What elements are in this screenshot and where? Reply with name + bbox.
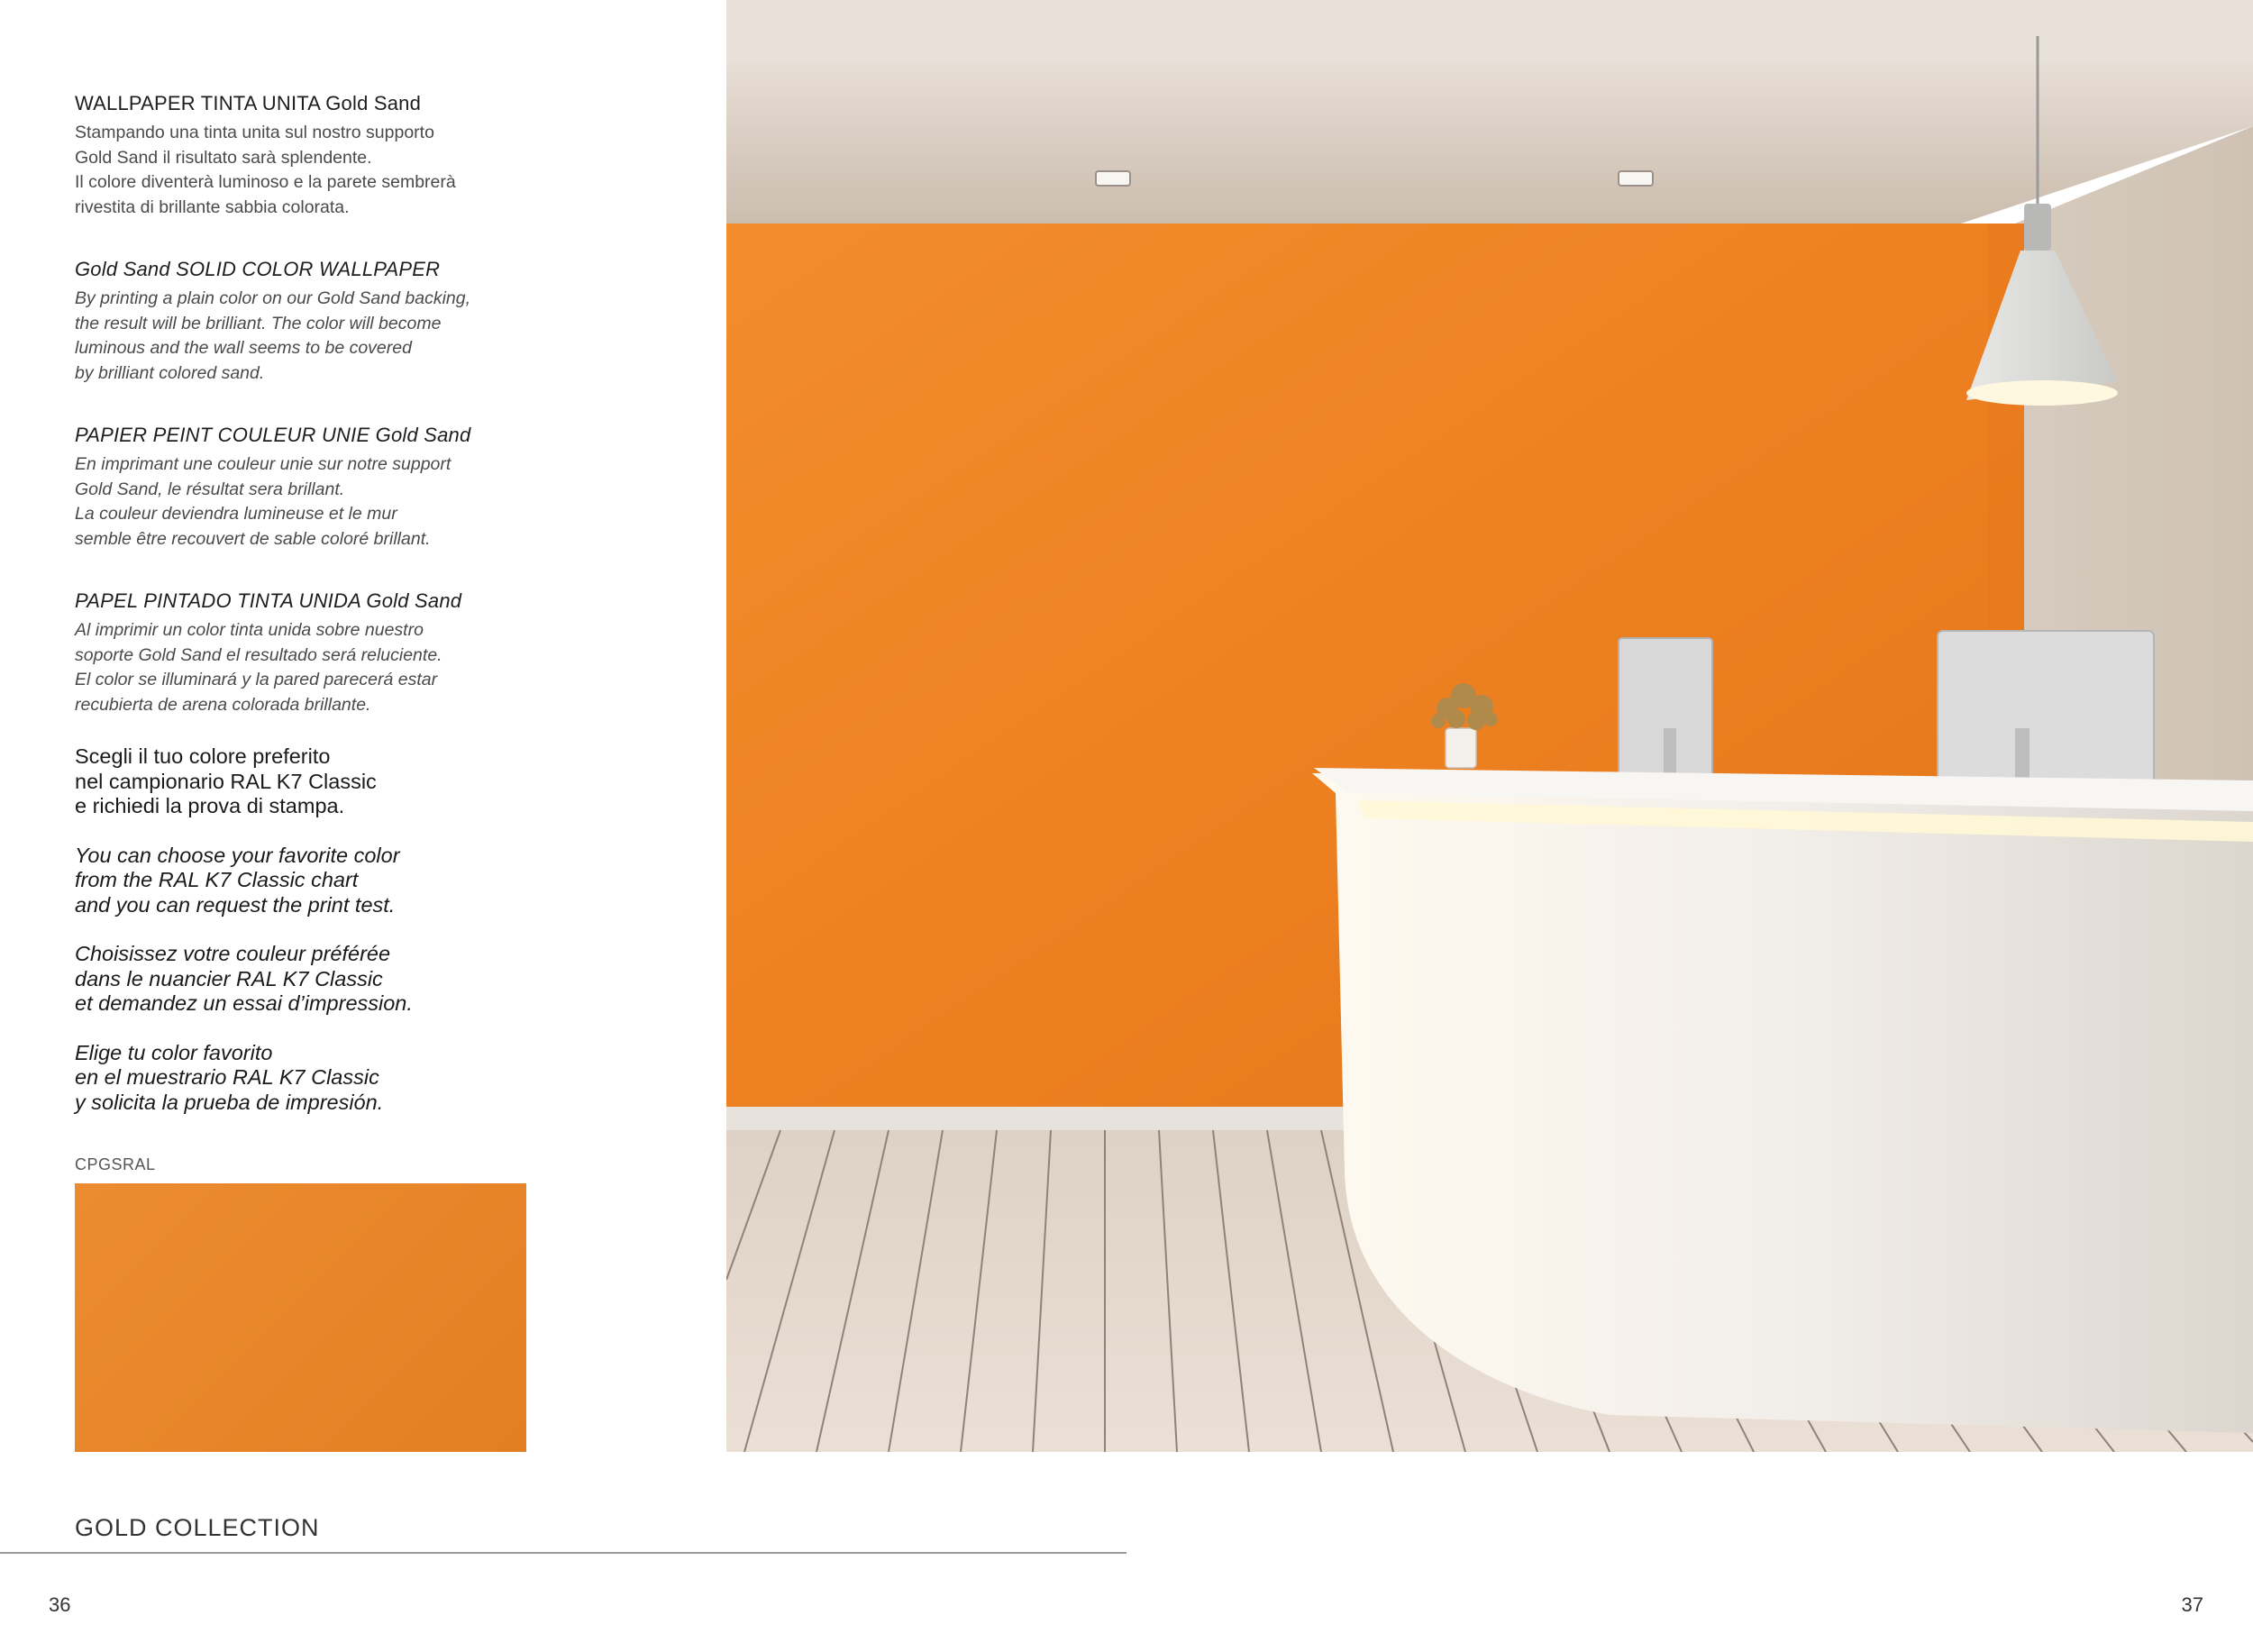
body-line: semble être recouvert de sable coloré brillant. [75, 528, 431, 549]
body-line: Gold Sand il risultato sarà splendente. [75, 147, 372, 168]
section-body [75, 618, 652, 717]
swatch-code: CPGSRAL [75, 1155, 156, 1173]
cta-french [75, 942, 652, 1017]
body-line: by brilliant colored sand. [75, 362, 265, 383]
section-french [75, 422, 652, 552]
page-number-right: 37 [2181, 1593, 2203, 1616]
body-line: Stampando una tinta unita sul nostro supporto [75, 123, 434, 142]
cta-line: nel campionario RAL K7 Classic [75, 769, 377, 793]
cta-english [75, 844, 652, 918]
body-line: the result will be brilliant. The color will become [75, 313, 442, 333]
lamp-holder [2024, 204, 2051, 251]
body-line: soporte Gold Sand el resultado será reluciente. [75, 644, 442, 665]
body-line: Al imprimir un color tinta unida sobre nuestro [75, 620, 424, 640]
cta-line: from the RAL K7 Classic chart [75, 868, 359, 891]
body-line: rivestita di brillante sabbia colorata. [75, 196, 350, 217]
body-line: luminous and the wall seems to be covered [75, 338, 412, 358]
plant-vase [1446, 728, 1476, 768]
section-english [75, 256, 652, 386]
color-selection-note [75, 744, 652, 1139]
cta-line: et demandez un essai d’impression. [75, 991, 413, 1015]
collection-title: GOLD COLLECTION [75, 1514, 320, 1541]
downlight [1619, 171, 1653, 186]
lamp-glow [1966, 380, 2118, 406]
body-line: En imprimant une couleur unie sur notre support [75, 454, 452, 474]
interior-photo [726, 0, 2253, 1452]
section-body [75, 452, 652, 552]
body-line: El color se illuminará y la pared parecerá estar [75, 670, 438, 689]
reception-desk [1312, 773, 2253, 1433]
body-line: recubierta de arena colorada brillante. [75, 694, 371, 715]
cta-line: You can choose your favorite color [75, 843, 400, 867]
color-swatch [75, 1183, 526, 1452]
section-title: PAPEL PINTADO TINTA UNIDA Gold Sand [75, 589, 462, 612]
cta-line: en el muestrario RAL K7 Classic [75, 1065, 379, 1089]
ceiling-soffit [726, 63, 2253, 224]
body-line: Gold Sand, le résultat sera brillant. [75, 479, 345, 499]
cta-line: dans le nuancier RAL K7 Classic [75, 966, 383, 990]
body-line: Il colore diventerà luminoso e la parete sembrerà [75, 172, 456, 192]
cta-italian [75, 744, 652, 819]
monitor-stand [2015, 728, 2030, 784]
body-line: By printing a plain color on our Gold Sand backing, [75, 288, 471, 308]
reception-scene [726, 0, 2253, 1452]
section-body [75, 121, 652, 220]
downlight [1096, 171, 1130, 186]
body-line: La couleur deviendra lumineuse et le mur [75, 504, 397, 524]
section-body [75, 287, 652, 386]
page-number-left: 36 [49, 1593, 71, 1616]
monitor-right [1938, 631, 2154, 784]
cta-line: Elige tu color favorito [75, 1040, 273, 1064]
section-spanish [75, 588, 652, 717]
cta-line: Choisissez votre couleur préférée [75, 942, 391, 965]
section-italian [75, 90, 652, 220]
section-title: WALLPAPER TINTA UNITA Gold Sand [75, 92, 422, 114]
cta-line: and you can request the print test. [75, 892, 396, 917]
section-title: Gold Sand SOLID COLOR WALLPAPER [75, 258, 441, 280]
cta-line: y solicita la prueba de impresión. [75, 1090, 384, 1114]
cta-spanish [75, 1041, 652, 1116]
footer-rule [0, 1552, 1126, 1554]
ceiling-top [726, 0, 2253, 72]
cta-line: Scegli il tuo colore preferito [75, 744, 331, 768]
section-title: PAPIER PEINT COULEUR UNIE Gold Sand [75, 424, 471, 446]
product-description [75, 90, 652, 753]
cta-line: e richiedi la prova di stampa. [75, 794, 345, 817]
